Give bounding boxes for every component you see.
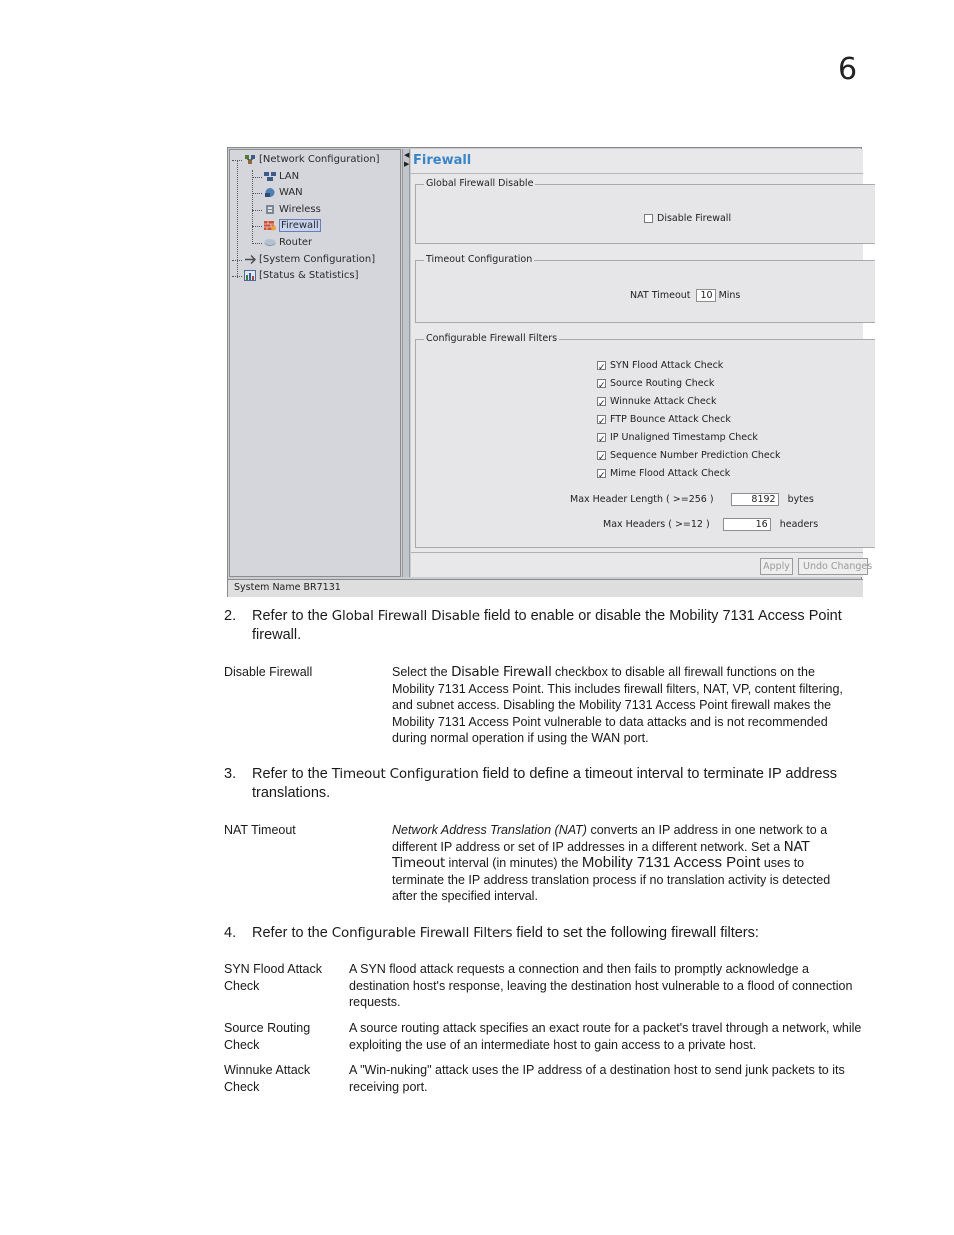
nat-timeout-input[interactable]: 10 [696,289,716,302]
nat-timeout-row [630,289,740,302]
tree-item-label: Router [279,237,313,248]
max-header-length-row [570,493,814,506]
description-italic: Network Address Translation (NAT) [392,823,587,837]
filter-label: FTP Bounce Attack Check [610,414,731,425]
step-4 [224,924,864,946]
disable-firewall-checkbox[interactable] [644,214,653,223]
filter-label: SYN Flood Attack Check [610,360,724,371]
tree-item-router[interactable] [264,236,312,250]
filter-checkbox[interactable] [597,361,606,370]
router-icon [264,237,276,248]
definition-term: SYN Flood Attack Check [224,962,322,993]
filter-source-routing[interactable] [597,375,781,393]
timeout-configuration-group [415,254,875,323]
step-text [252,607,862,645]
filter-mime-flood[interactable] [597,465,781,483]
group-label: Global Firewall Disable [426,178,534,189]
max-headers-label: Max Headers ( >=12 ) [603,519,710,530]
tree-item-network-configuration[interactable] [244,153,380,167]
group-label: Timeout Configuration [426,254,533,265]
filter-label: Sequence Number Prediction Check [610,450,781,461]
tree-item-label: Firewall [281,220,319,231]
max-header-length-input[interactable]: 8192 [731,493,779,506]
system-name-status: System Name BR7131 [234,582,341,593]
undo-changes-button[interactable]: Undo Changes [798,558,868,575]
filter-label: Source Routing Check [610,378,715,389]
firewall-icon [264,220,276,231]
tree-item-lan[interactable] [264,170,299,184]
panel-title: Firewall [413,153,472,168]
filter-sequence-number-prediction[interactable] [597,447,781,465]
field-name-highlight: Disable Firewall [451,664,552,680]
max-header-length-label: Max Header Length ( >=256 ) [570,494,714,505]
configurable-firewall-filters-group [415,333,875,548]
tree-item-wan[interactable] [264,186,303,200]
tree-item-firewall[interactable] [264,219,321,233]
definition-term: Source Routing Check [224,1021,311,1052]
disable-firewall-option[interactable] [644,213,731,224]
disable-firewall-label: Disable Firewall [657,213,732,224]
step-text-post: field to define a timeout interval to terminate IP address translations. [252,766,837,801]
filter-checkbox[interactable] [597,415,606,424]
step-text-post: field to enable or disable the Mobility 7131 Access Point firewall. [252,608,842,643]
tree-item-label: [System Configuration] [259,254,376,265]
definition-term: Winnuke Attack Check [224,1063,311,1094]
step-text-pre: Refer to the [252,766,332,782]
field-name-highlight: Timeout Configuration [331,766,479,782]
step-number: 2. [224,608,237,624]
navigation-tree [229,149,401,577]
description-pre: Select the [392,665,452,679]
network-config-icon [244,154,256,165]
filter-syn-flood[interactable] [597,357,781,375]
group-label: Configurable Firewall Filters [426,333,558,344]
field-name-highlight: Global Firewall Disable [331,608,480,624]
tree-item-system-configuration[interactable] [244,253,375,267]
expand-right-icon[interactable]: ▶ [404,160,410,168]
nat-timeout-label: NAT Timeout [630,290,691,301]
step-3 [224,765,864,805]
step-number: 4. [224,925,237,941]
definition-description: A source routing attack specifies an exact route for a packet's travel through a network, while exploiting the use of an intermediate host to gain access to a private host. [349,1021,862,1052]
field-name-highlight: Configurable Firewall Filters [331,925,513,941]
global-firewall-disable-group [415,178,875,244]
max-header-length-unit: bytes [787,494,814,505]
nat-timeout-unit: Mins [718,290,741,301]
max-headers-row [603,518,818,531]
firewall-panel [411,149,873,577]
wan-icon [264,187,276,198]
step-number: 3. [224,766,237,782]
filter-checkbox[interactable] [597,379,606,388]
system-config-icon [244,254,256,265]
filter-checkbox[interactable] [597,397,606,406]
firewall-screenshot [227,147,873,597]
filter-checkbox[interactable] [597,469,606,478]
step-2 [224,607,864,647]
description-part: converts an IP address in one network to a different IP address or set of IP addresses in a different network. Set a [392,823,828,854]
statistics-icon [244,270,256,281]
chapter-number: 6 [838,52,858,87]
product-name-highlight: Mobility 7131 Access Point [581,854,761,871]
title-divider [411,173,863,174]
step-text [252,924,862,943]
status-bar [228,579,863,597]
wireless-icon [264,204,276,215]
filter-winnuke[interactable] [597,393,781,411]
collapse-left-icon[interactable]: ◀ [404,151,410,159]
filter-checkbox[interactable] [597,451,606,460]
description-part: uses to terminate the IP address translation process if no translation activity is detected after the specified interval. [392,856,831,903]
definition-description: A "Win-nuking" attack uses the IP address of a destination host to send junk packets to its receiving port. [349,1063,845,1094]
tree-item-label: LAN [279,171,300,182]
tree-item-label: [Network Configuration] [259,154,380,165]
field-name-highlight: NAT Timeout [392,838,810,871]
button-bar-divider [411,552,863,553]
tree-item-status-statistics[interactable] [244,269,359,283]
filter-ftp-bounce[interactable] [597,411,781,429]
tree-item-label: WAN [279,187,303,198]
step-text [252,765,862,803]
tree-item-label: Wireless [279,204,321,215]
definition-term: NAT Timeout [224,823,296,837]
filter-label: Winnuke Attack Check [610,396,717,407]
description-post: checkbox to disable all firewall functions on the Mobility 7131 Access Point. This includes firewall filters, NAT, VP, content filtering, and subnet access. Disabling the Mobility 7131 Access Point firewall makes the Mobility 7131 Access Point vulnerable to data attacks and is not recommended during normal operation if using the WAN port. [392,665,843,745]
step-text-pre: Refer to the [252,925,332,941]
lan-icon [264,171,276,182]
tree-item-label: [Status & Statistics] [259,270,359,281]
definition-description: A SYN flood attack requests a connection and then fails to promptly acknowledge a destination host's response, leaving the destination host vulnerable to a flood of connection requests. [349,962,853,1009]
definition-term: Disable Firewall [224,665,313,679]
filter-ip-unaligned-timestamp[interactable] [597,429,781,447]
step-text-pre: Refer to the [252,608,332,624]
filter-label: IP Unaligned Timestamp Check [610,432,758,443]
apply-button[interactable]: Apply [760,558,793,575]
step-text-post: field to set the following firewall filters: [512,925,759,941]
filter-checkbox[interactable] [597,433,606,442]
definition-description [392,664,852,747]
max-headers-input[interactable]: 16 [723,518,771,531]
description-part: interval (in minutes) the [445,856,582,870]
filters-list [597,357,781,483]
splitter[interactable] [402,149,410,577]
filter-label: Mime Flood Attack Check [610,468,731,479]
definition-description [392,822,852,905]
tree-item-wireless[interactable] [264,203,321,217]
max-headers-unit: headers [779,519,819,530]
